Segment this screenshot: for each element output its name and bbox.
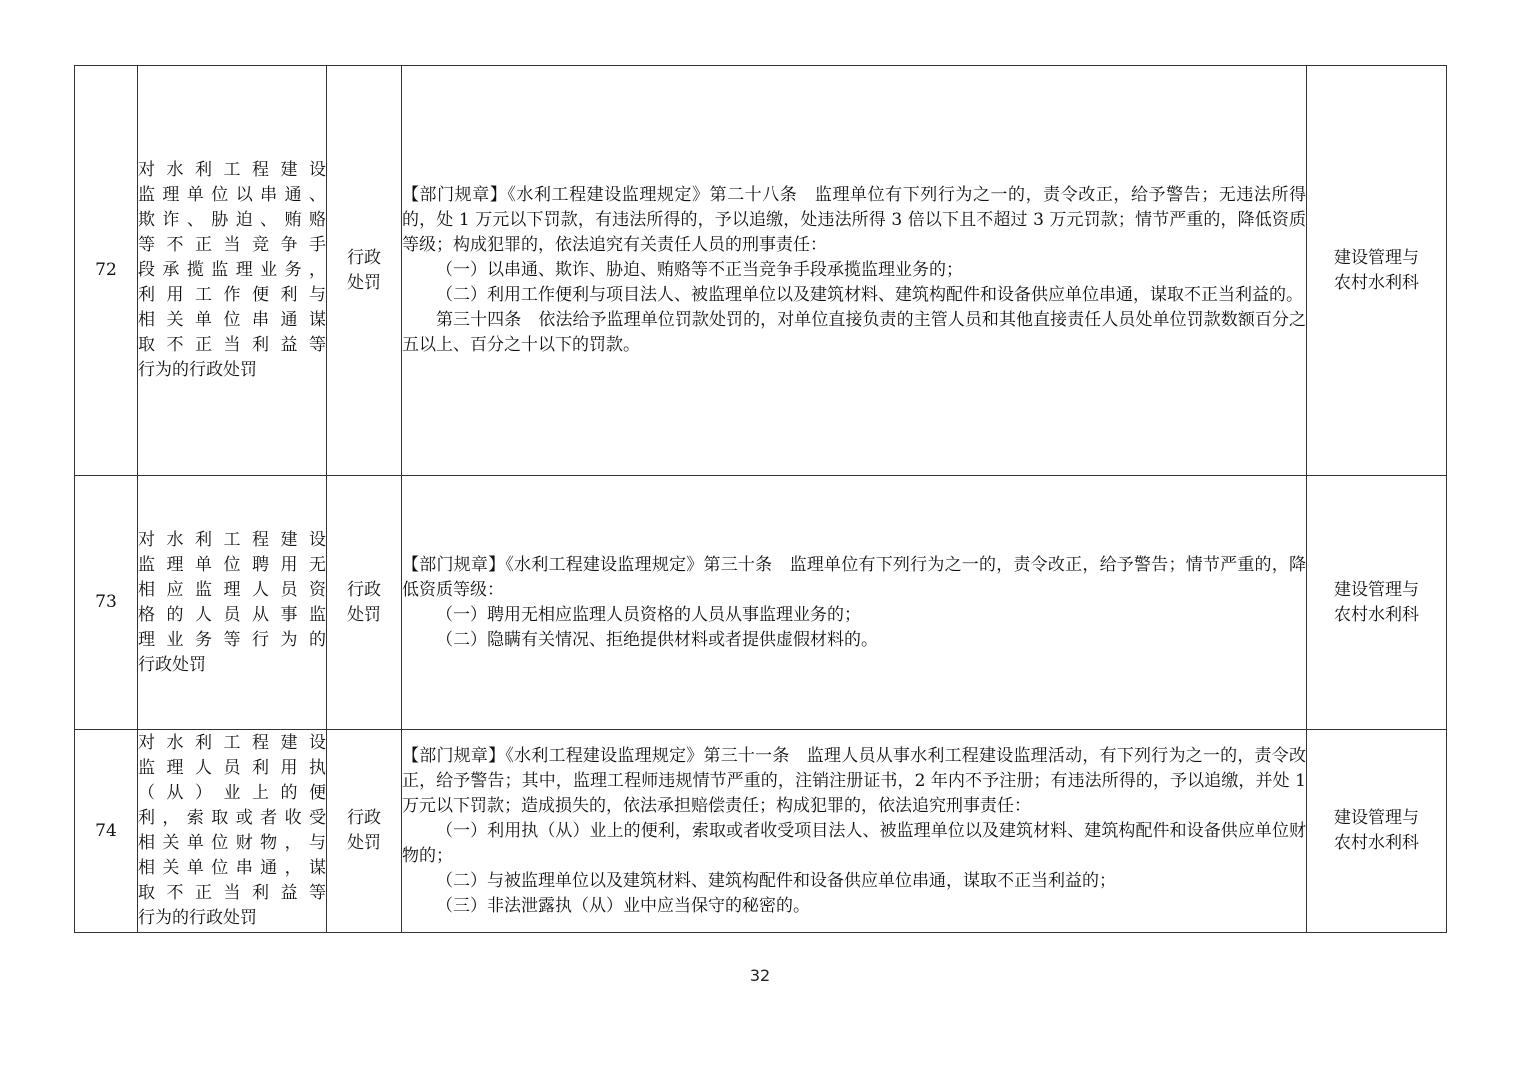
item-name-line: 取不正当利益等 [138, 883, 326, 903]
item-name-line: 相关单位串通谋 [138, 310, 326, 330]
item-name-line: 行为的行政处罚 [138, 908, 257, 928]
penalty-type-line: 处罚 [347, 604, 381, 625]
item-name-line: 等不正当竞争手 [138, 235, 326, 255]
item-name-line: 段承揽监理业务， [138, 260, 326, 280]
legal-basis [402, 476, 1307, 730]
penalty-type [327, 730, 402, 933]
penalty-type [327, 476, 402, 730]
department-line: 农村水利科 [1334, 604, 1419, 625]
department-line: 建设管理与 [1334, 808, 1419, 828]
item-name-line: 利用工作便利与 [138, 285, 326, 305]
item-name-line: 相关单位财物，与 [138, 833, 326, 853]
responsible-department [1307, 66, 1447, 476]
item-name-line: 对水利工程建设 [138, 529, 326, 550]
responsible-department [1307, 476, 1447, 730]
item-name-line: 相应监理人员资 [138, 579, 326, 600]
table-row [75, 730, 1447, 933]
basis-paragraph: 【部门规章】《水利工程建设监理规定》第三十条 监理单位有下列行为之一的，责令改正，给予警告；情节严重的，降低资质等级： [402, 554, 1306, 600]
item-name-line: 欺诈、胁迫、贿赂 [138, 210, 326, 230]
item-number: 74 [75, 730, 138, 933]
item-name [138, 476, 327, 730]
basis-paragraph: 【部门规章】《水利工程建设监理规定》第二十八条 监理单位有下列行为之一的，责令改正，给予警告；无违法所得的，处 1 万元以下罚款，有违法所得的，予以追缴，处违法所得 3 倍以下且不超过 3 万元罚款；情节严重的，降低资质等级；构成犯罪的，依法追究有关责任人员的刑事责任： [402, 185, 1306, 255]
item-name-line: 对水利工程建设 [138, 733, 326, 753]
penalty-type-line: 行政 [347, 808, 381, 828]
item-name-line: 格的人员从事监 [138, 604, 326, 625]
item-name-line: 行政处罚 [138, 654, 206, 675]
item-name [138, 66, 327, 476]
item-name-line: 取不正当利益等 [138, 335, 326, 355]
department-line: 建设管理与 [1334, 247, 1419, 268]
item-number: 72 [75, 66, 138, 476]
basis-paragraph: （三）非法泄露执（从）业中应当保守的秘密的。 [436, 895, 810, 916]
item-name-line: 相关单位串通，谋 [138, 858, 326, 878]
basis-paragraph: （一）聘用无相应监理人员资格的人员从事监理业务的； [436, 604, 861, 625]
basis-paragraph: （二）利用工作便利与项目法人、被监理单位以及建筑材料、建筑构配件和设备供应单位串通，谋取不正当利益的。 [436, 285, 1303, 305]
department-line: 农村水利科 [1334, 272, 1419, 293]
penalty-type [327, 66, 402, 476]
item-name-line: 监理人员利用执 [138, 758, 326, 778]
basis-paragraph: 【部门规章】《水利工程建设监理规定》第三十一条 监理人员从事水利工程建设监理活动，有下列行为之一的，责令改正，给予警告；其中，监理工程师违规情节严重的，注销注册证书，2 年内不予注册；有违法所得的，予以追缴，并处 1 万元以下罚款；造成损失的，依法承担赔偿责任；构成犯罪的，依法追究刑事责任： [402, 745, 1306, 816]
basis-paragraph: （二）隐瞒有关情况、拒绝提供材料或者提供虚假材料的。 [436, 629, 878, 650]
item-name [138, 730, 327, 933]
item-number: 73 [75, 476, 138, 730]
department-line: 建设管理与 [1334, 579, 1419, 600]
basis-paragraph: （一）利用执（从）业上的便利，索取或者收受项目法人、被监理单位以及建筑材料、建筑构配件和设备供应单位财物的； [402, 820, 1306, 866]
penalty-type-line: 处罚 [347, 272, 381, 293]
item-name-line: 利，索取或者收受 [138, 808, 326, 828]
item-name-line: 监理单位以串通、 [138, 185, 326, 205]
table-row [75, 476, 1447, 730]
penalty-type-line: 行政 [347, 579, 381, 600]
table-row [75, 66, 1447, 476]
basis-paragraph: （一）以串通、欺诈、胁迫、贿赂等不正当竞争手段承揽监理业务的； [436, 260, 963, 280]
department-line: 农村水利科 [1334, 833, 1419, 853]
page-number: 32 [749, 966, 771, 985]
basis-paragraph: （二）与被监理单位以及建筑材料、建筑构配件和设备供应单位串通，谋取不正当利益的； [436, 870, 1116, 891]
penalty-type-line: 处罚 [347, 833, 381, 853]
responsible-department [1307, 730, 1447, 933]
item-name-line: 理业务等行为的 [138, 629, 326, 650]
penalty-type-line: 行政 [347, 247, 381, 268]
item-name-line: 监理单位聘用无 [138, 554, 326, 575]
legal-basis [402, 66, 1307, 476]
basis-paragraph: 第三十四条 依法给予监理单位罚款处罚的，对单位直接负责的主管人员和其他直接责任人员处单位罚款数额百分之五以上、百分之十以下的罚款。 [402, 310, 1306, 355]
legal-basis [402, 730, 1307, 933]
item-name-line: 对水利工程建设 [138, 160, 326, 180]
penalty-table [74, 65, 1447, 933]
item-name-line: （从）业上的便 [138, 783, 326, 803]
item-name-line: 行为的行政处罚 [138, 360, 257, 380]
